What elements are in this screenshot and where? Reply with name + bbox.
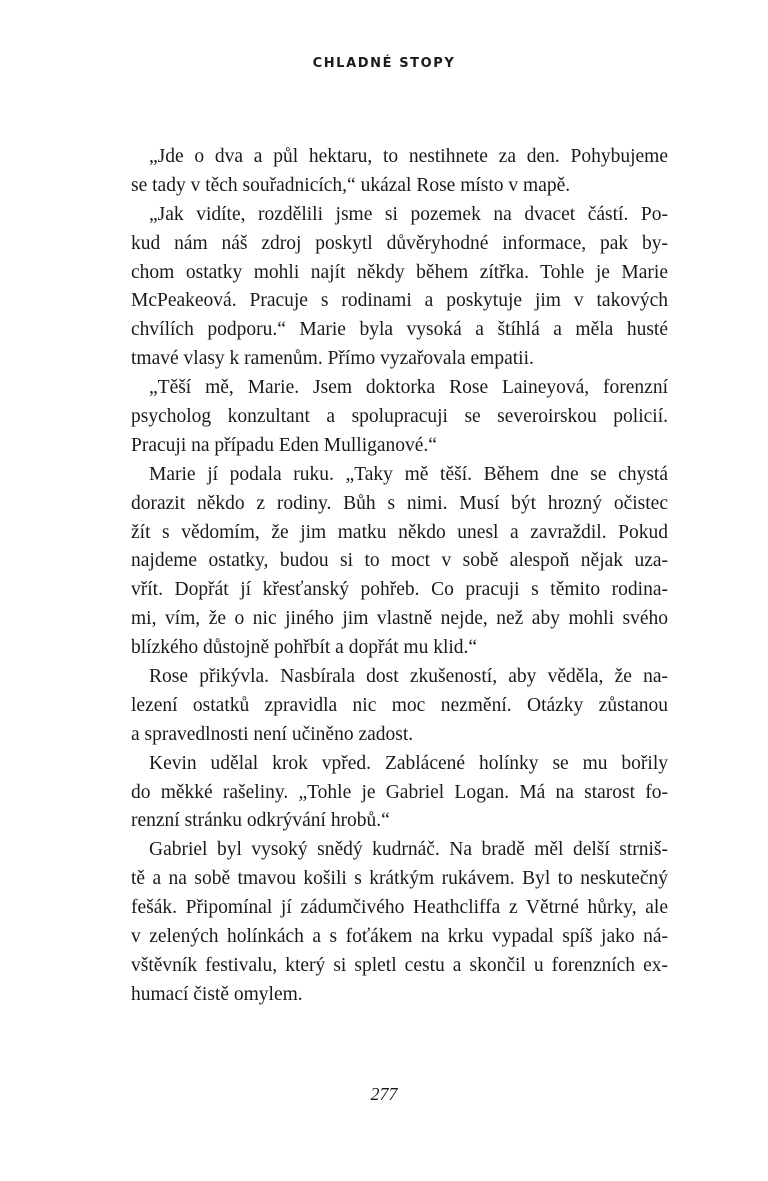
text-line: humací čistě omylem. bbox=[131, 983, 303, 1005]
text-line: chvílích podporu.“ Marie byla vysoká a štíhlá a měla husté bbox=[131, 319, 668, 341]
text-line: „Těší mě, Marie. Jsem doktorka Rose Laineyová, forenzní bbox=[149, 377, 668, 399]
text-line: do měkké rašeliny. „Tohle je Gabriel Logan. Má na starost fo- bbox=[131, 781, 668, 803]
body-text bbox=[131, 143, 668, 1010]
text-line: dorazit někdo z rodiny. Bůh s nimi. Musí být hrozný očistec bbox=[131, 492, 668, 514]
text-line: v zelených holínkách a s foťákem na krku vypadal spíš jako ná- bbox=[131, 926, 668, 948]
text-line: se tady v těch souřadnicích,“ ukázal Rose místo v mapě. bbox=[131, 174, 571, 196]
text-line: renzní stránku odkrývání hrobů.“ bbox=[131, 810, 390, 832]
text-line: kud nám náš zdroj poskytl důvěryhodné informace, pak by- bbox=[131, 232, 668, 254]
paragraph bbox=[131, 374, 668, 461]
text-line: tě a na sobě tmavou košili s krátkým rukávem. Byl to neskutečný bbox=[131, 868, 668, 890]
text-line: vštěvník festivalu, který si spletl cestu a skončil u forenzních ex- bbox=[131, 954, 668, 976]
text-line: fešák. Připomínal jí zádumčivého Heathcliffa z Větrné hůrky, ale bbox=[131, 897, 668, 919]
paragraph bbox=[131, 836, 668, 1009]
text-line: „Jde o dva a půl hektaru, to nestihnete za den. Pohybujeme bbox=[149, 146, 668, 167]
paragraph bbox=[131, 143, 668, 201]
text-line: „Jak vidíte, rozdělili jsme si pozemek na dvacet částí. Po- bbox=[149, 203, 668, 225]
text-line: chom ostatky mohli najít někdy během zítřka. Tohle je Marie bbox=[131, 261, 668, 283]
text-line: najdeme ostatky, budou si to moct v sobě alespoň nějak uza- bbox=[131, 550, 668, 572]
text-line: lezení ostatků zpravidla nic moc nezmění. Otázky zůstanou bbox=[131, 694, 668, 716]
text-line: McPeakeová. Pracuje s rodinami a poskytuje jim v takových bbox=[131, 290, 668, 312]
paragraph bbox=[131, 750, 668, 837]
text-line: mi, vím, že o nic jiného jim vlastně nejde, než aby mohli svého bbox=[131, 608, 668, 630]
paragraph bbox=[131, 201, 668, 374]
text-line: vřít. Dopřát jí křesťanský pohřeb. Co pracuji s těmito rodina- bbox=[131, 579, 668, 601]
text-line: Kevin udělal krok vpřed. Zablácené holínky se mu bořily bbox=[149, 752, 668, 774]
text-line: Gabriel byl vysoký snědý kudrnáč. Na bradě měl delší strniš- bbox=[149, 839, 668, 861]
text-line: Marie jí podala ruku. „Taky mě těší. Během dne se chystá bbox=[149, 463, 668, 485]
text-line: a spravedlnosti není učiněno zadost. bbox=[131, 723, 414, 745]
text-line: psycholog konzultant a spolupracuji se severoirskou policií. bbox=[131, 406, 668, 428]
paragraph bbox=[131, 461, 668, 663]
page-number: 277 bbox=[370, 1084, 398, 1104]
text-line: tmavé vlasy k ramenům. Přímo vyzařovala empatii. bbox=[131, 348, 534, 370]
text-line: žít s vědomím, že jim matku někdo unesl a zavraždil. Pokud bbox=[131, 521, 668, 543]
text-line: Pracuji na případu Eden Mulliganové.“ bbox=[131, 434, 437, 456]
text-line: blízkého důstojně pohřbít a dopřát mu klid.“ bbox=[131, 637, 478, 659]
running-head: CHLADNÉ STOPY bbox=[312, 56, 456, 71]
paragraph bbox=[131, 663, 668, 750]
text-line: Rose přikývla. Nasbírala dost zkušeností, aby věděla, že na- bbox=[149, 666, 668, 688]
